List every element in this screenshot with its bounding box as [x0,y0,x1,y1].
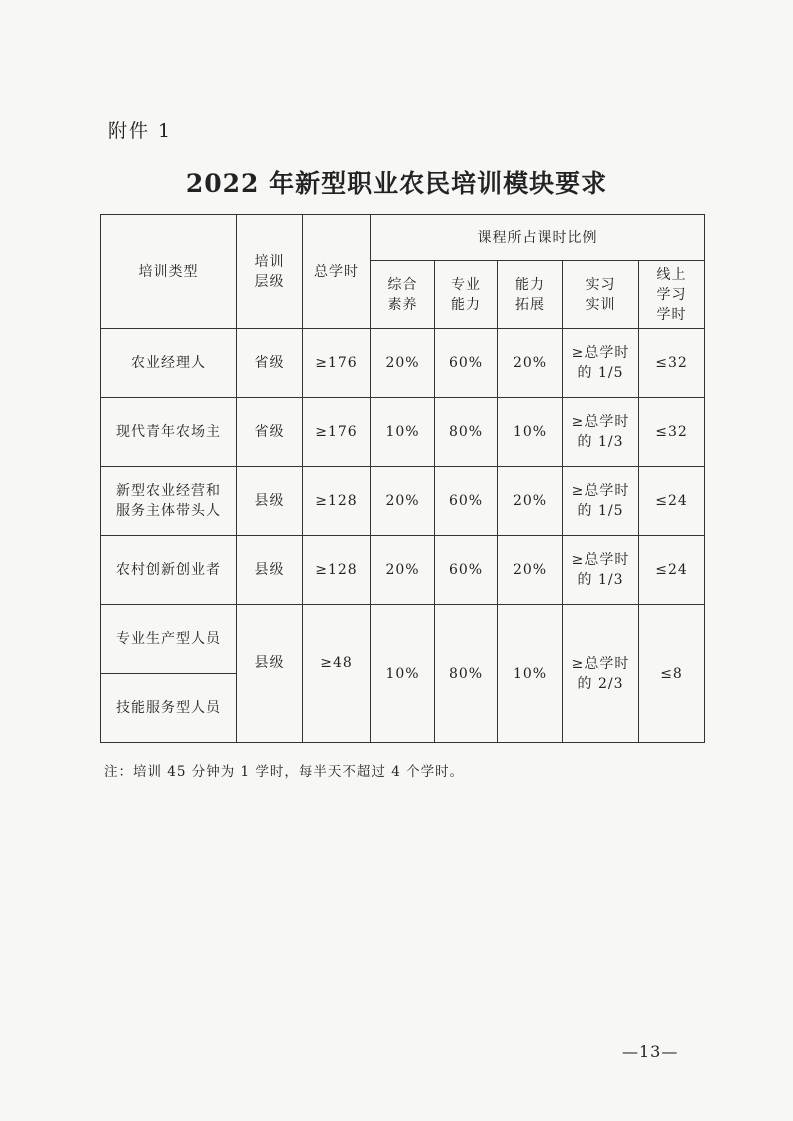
training-requirements-table [100,214,705,743]
header-total-hours: 总学时 [303,215,371,329]
cell-online: ≤32 [639,329,705,398]
table-row [101,398,705,467]
cell-practice: ≥总学时 的 1/3 [563,398,639,467]
table-row [101,329,705,398]
cell-online: ≤24 [639,467,705,536]
footnote: 注：培训 45 分钟为 1 学时，每半天不超过 4 个学时。 [104,764,465,780]
cell-professional: 80% [435,605,498,743]
cell-type: 农村创新创业者 [101,536,237,605]
cell-total: ≥48 [303,605,371,743]
cell-professional: 60% [435,329,498,398]
cell-online: ≤32 [639,398,705,467]
cell-online: ≤24 [639,536,705,605]
cell-professional: 60% [435,467,498,536]
cell-level: 县级 [237,536,303,605]
header-level: 培训 层级 [237,215,303,329]
header-online: 线上 学习 学时 [639,261,705,329]
cell-level: 县级 [237,467,303,536]
header-ratio-group: 课程所占课时比例 [371,215,705,261]
page-title: 2022 年新型职业农民培训模块要求 [185,169,608,198]
cell-type: 技能服务型人员 [101,674,237,743]
cell-comprehensive: 10% [371,398,435,467]
cell-comprehensive: 20% [371,467,435,536]
cell-online: ≤8 [639,605,705,743]
header-row-top [101,215,705,261]
cell-level: 省级 [237,329,303,398]
cell-expansion: 20% [498,329,563,398]
cell-comprehensive: 20% [371,536,435,605]
cell-professional: 60% [435,536,498,605]
cell-type: 现代青年农场主 [101,398,237,467]
cell-practice: ≥总学时 的 1/5 [563,467,639,536]
attachment-label: 附件 1 [108,120,173,142]
cell-level: 县级 [237,605,303,743]
header-expansion: 能力 拓展 [498,261,563,329]
cell-practice: ≥总学时 的 1/3 [563,536,639,605]
header-practice: 实习 实训 [563,261,639,329]
table-row [101,605,705,674]
cell-type: 农业经理人 [101,329,237,398]
cell-comprehensive: 10% [371,605,435,743]
page-number: —13— [622,1042,679,1061]
cell-comprehensive: 20% [371,329,435,398]
cell-practice: ≥总学时 的 1/5 [563,329,639,398]
cell-practice: ≥总学时 的 2/3 [563,605,639,743]
cell-expansion: 10% [498,398,563,467]
cell-type: 新型农业经营和 服务主体带头人 [101,467,237,536]
table-row [101,536,705,605]
cell-expansion: 10% [498,605,563,743]
header-type: 培训类型 [101,215,237,329]
cell-total: ≥176 [303,398,371,467]
cell-professional: 80% [435,398,498,467]
header-comprehensive: 综合 素养 [371,261,435,329]
header-professional: 专业 能力 [435,261,498,329]
table-row [101,467,705,536]
cell-expansion: 20% [498,467,563,536]
cell-total: ≥128 [303,467,371,536]
cell-total: ≥176 [303,329,371,398]
cell-type: 专业生产型人员 [101,605,237,674]
cell-expansion: 20% [498,536,563,605]
cell-level: 省级 [237,398,303,467]
cell-total: ≥128 [303,536,371,605]
